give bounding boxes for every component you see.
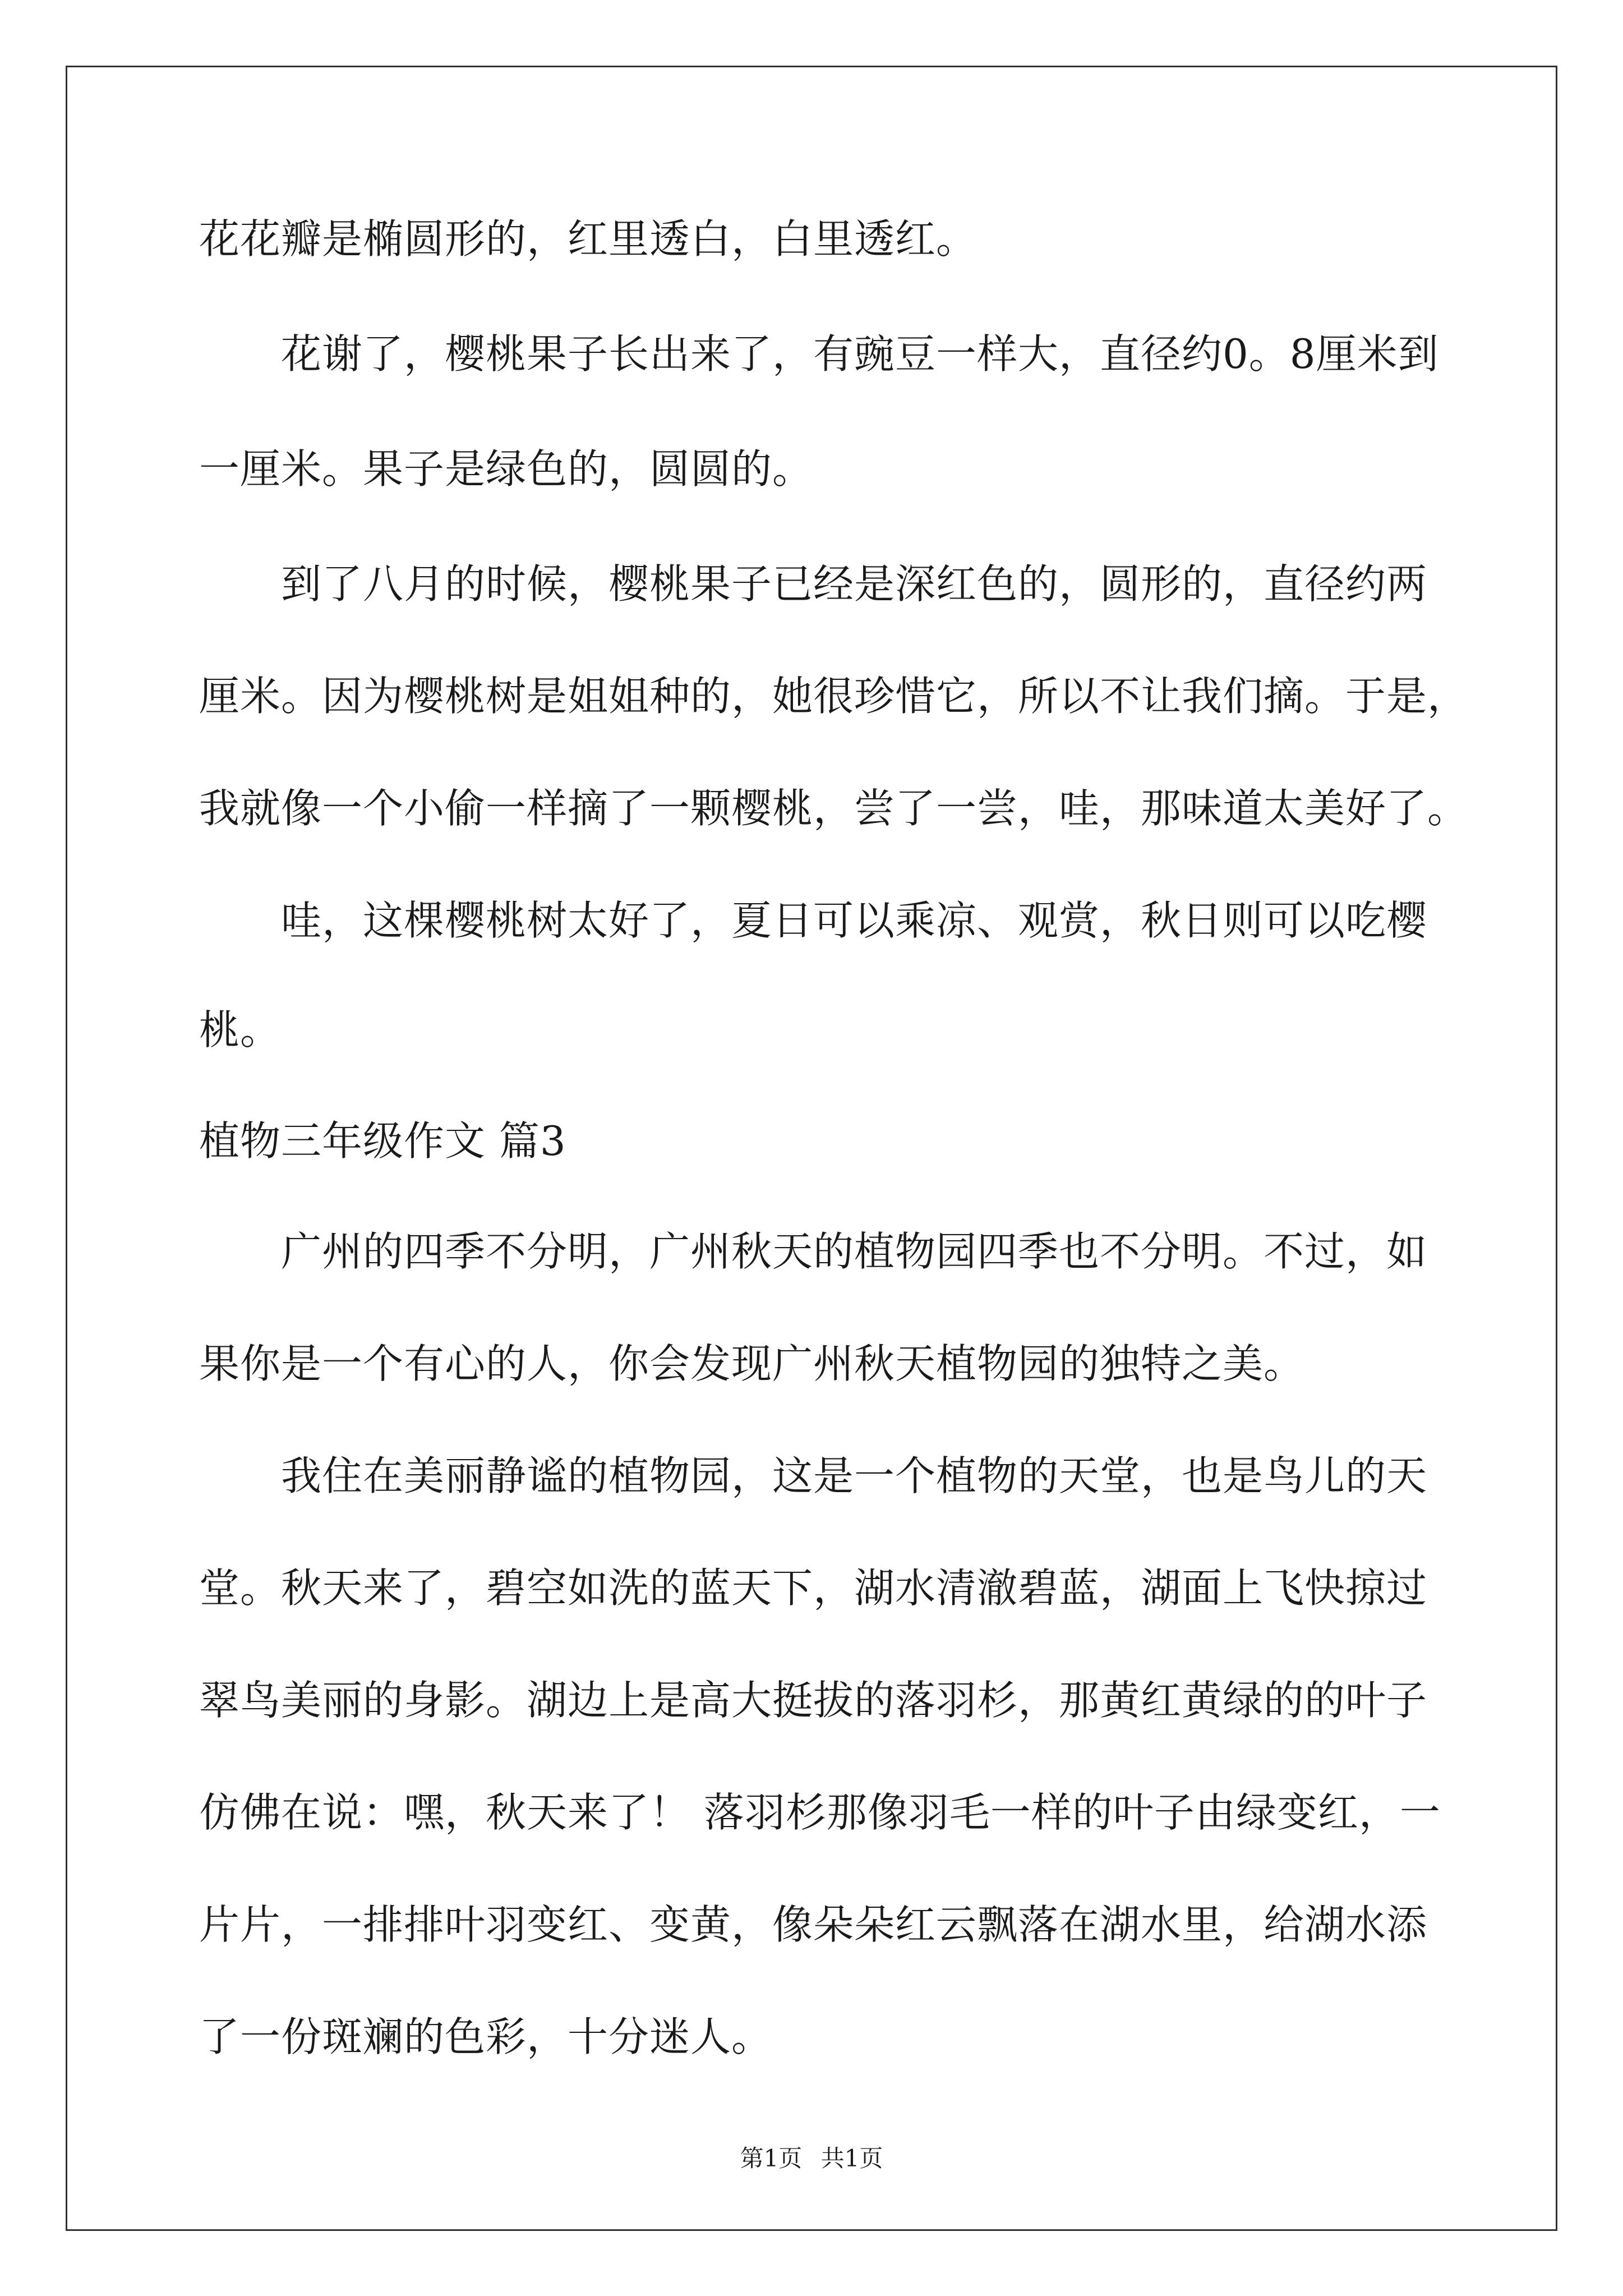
text-line: 厘米。因为樱桃树是姐姐种的，她很珍惜它，所以不让我们摘。于是， <box>199 673 1469 720</box>
page-footer <box>0 2140 1623 2174</box>
text-line: 翠鸟美丽的身影。湖边上是高大挺拔的落羽杉，那黄红黄绿的的叶子 <box>199 1677 1428 1724</box>
text-line: 片片，一排排叶羽变红、变黄，像朵朵红云飘落在湖水里，给湖水添 <box>199 1901 1428 1948</box>
text-line: 到了八月的时候，樱桃果子已经是深红色的，圆形的，直径约两 <box>199 560 1428 608</box>
text-line: 果你是一个有心的人，你会发现广州秋天植物园的独特之美。 <box>199 1340 1305 1387</box>
text-line: 一厘米。果子是绿色的，圆圆的。 <box>199 445 814 493</box>
text-line: 我住在美丽静谧的植物园，这是一个植物的天堂，也是鸟儿的天 <box>199 1452 1428 1499</box>
section-heading: 植物三年级作文 篇3 <box>199 1117 566 1165</box>
text-line: 广州的四季不分明，广州秋天的植物园四季也不分明。不过，如 <box>199 1228 1428 1275</box>
text-line: 哇，这棵樱桃树太好了，夏日可以乘凉、观赏，秋日则可以吃樱 <box>199 897 1428 944</box>
text-line: 了一份斑斓的色彩，十分迷人。 <box>199 2013 773 2060</box>
page-number: 第1页 <box>740 2145 803 2172</box>
page-total: 共1页 <box>820 2145 883 2172</box>
text-line: 仿佛在说：嘿，秋天来了！ 落羽杉那像羽毛一样的叶子由绿变红，一 <box>199 1789 1441 1836</box>
text-line: 堂。秋天来了，碧空如洗的蓝天下，湖水清澈碧蓝，湖面上飞快掠过 <box>199 1565 1428 1612</box>
text-line: 花谢了，樱桃果子长出来了，有豌豆一样大，直径约0。8厘米到 <box>199 330 1439 378</box>
text-line: 花花瓣是椭圆形的，红里透白，白里透红。 <box>199 215 978 263</box>
text-line: 我就像一个小偷一样摘了一颗樱桃，尝了一尝，哇，那味道太美好了。 <box>199 785 1469 832</box>
text-line: 桃。 <box>199 1006 282 1053</box>
